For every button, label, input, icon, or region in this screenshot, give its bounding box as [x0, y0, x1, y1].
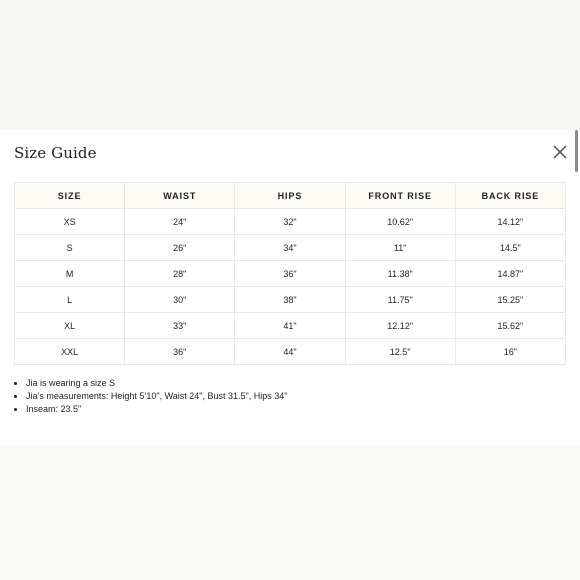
table-header-row: [15, 183, 566, 209]
cell-hips: 34": [235, 235, 345, 261]
column-header-back-rise: BACK RISE: [455, 183, 565, 209]
fit-notes-list: [14, 377, 287, 416]
cell-size: S: [15, 235, 125, 261]
cell-back-rise: 14.5": [455, 235, 565, 261]
page-backdrop-bottom: [0, 445, 580, 580]
table-row: [15, 261, 566, 287]
cell-waist: 36": [125, 339, 235, 365]
table-row: [15, 339, 566, 365]
cell-size: L: [15, 287, 125, 313]
cell-waist: 26": [125, 235, 235, 261]
size-table: [14, 182, 566, 365]
cell-back-rise: 14.87": [455, 261, 565, 287]
cell-hips: 38": [235, 287, 345, 313]
list-item: • Jia’s measurements: Height 5’10", Waist 24", Bust 31.5", Hips 34": [26, 390, 287, 403]
cell-size: XXL: [15, 339, 125, 365]
cell-back-rise: 15.62": [455, 313, 565, 339]
cell-waist: 24": [125, 209, 235, 235]
cell-front-rise: 11": [345, 235, 455, 261]
cell-hips: 41": [235, 313, 345, 339]
cell-hips: 36": [235, 261, 345, 287]
column-header-front-rise: FRONT RISE: [345, 183, 455, 209]
cell-waist: 33": [125, 313, 235, 339]
size-guide-modal: [0, 130, 580, 445]
list-item: • Jia is wearing a size S: [26, 377, 287, 390]
modal-title: Size Guide: [14, 144, 97, 162]
close-button[interactable]: [552, 144, 568, 160]
cell-hips: 32": [235, 209, 345, 235]
cell-front-rise: 11.75": [345, 287, 455, 313]
page-backdrop-top: [0, 0, 580, 130]
cell-front-rise: 12.5": [345, 339, 455, 365]
list-item: • Inseam: 23.5": [26, 403, 287, 416]
cell-front-rise: 10.62": [345, 209, 455, 235]
table-row: [15, 287, 566, 313]
cell-back-rise: 15.25": [455, 287, 565, 313]
table-row: [15, 209, 566, 235]
cell-waist: 30": [125, 287, 235, 313]
column-header-hips: HIPS: [235, 183, 345, 209]
cell-hips: 44": [235, 339, 345, 365]
scrollbar-thumb[interactable]: [575, 130, 578, 172]
cell-size: XL: [15, 313, 125, 339]
table-row: [15, 313, 566, 339]
column-header-waist: WAIST: [125, 183, 235, 209]
cell-back-rise: 16": [455, 339, 565, 365]
cell-waist: 28": [125, 261, 235, 287]
column-header-size: SIZE: [15, 183, 125, 209]
cell-front-rise: 11.38": [345, 261, 455, 287]
cell-size: M: [15, 261, 125, 287]
cell-back-rise: 14.12": [455, 209, 565, 235]
cell-front-rise: 12.12": [345, 313, 455, 339]
close-icon: [552, 144, 568, 160]
cell-size: XS: [15, 209, 125, 235]
table-row: [15, 235, 566, 261]
